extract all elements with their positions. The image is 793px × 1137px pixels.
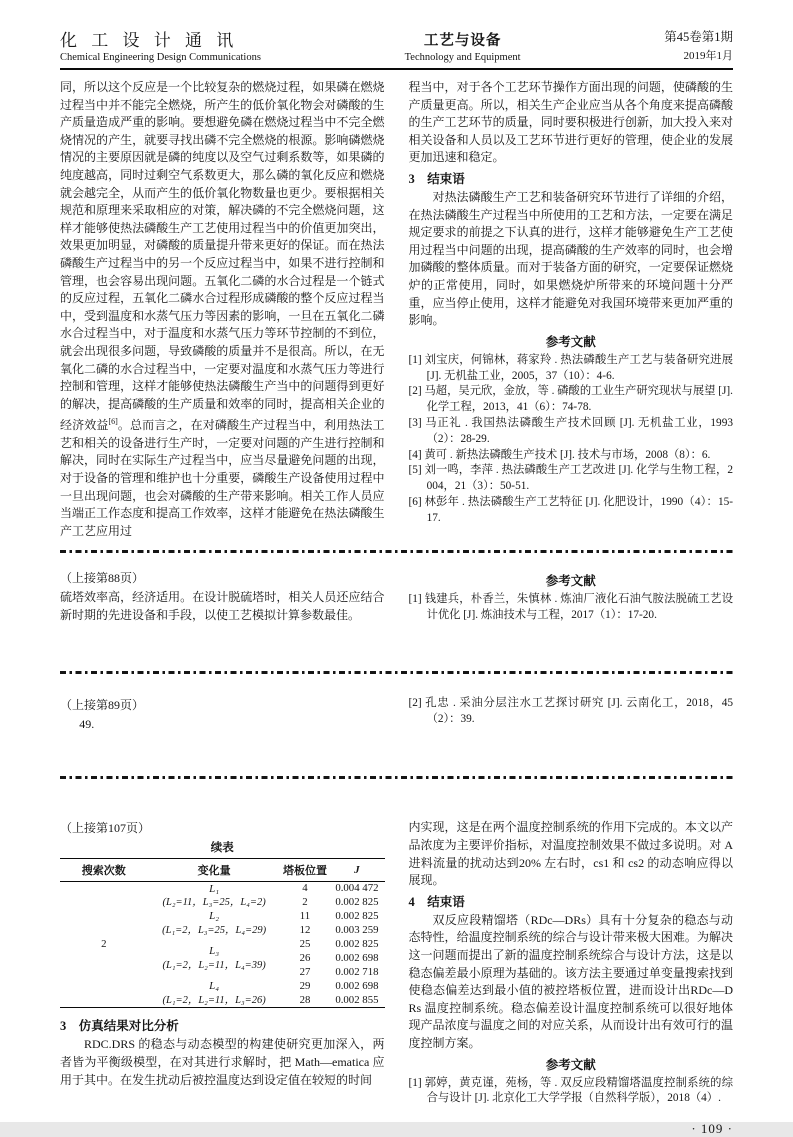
left-text-part-a: 同，所以这个反应是一个比较复杂的燃烧过程，如果磷在燃烧过程当中并不能完全燃烧，所产生的低价氧化物会对磷酸的生产质量造成严重的影响。要想避免磷在燃烧过程当中不完全燃烧情况的产生，就要寻找出磷不完全燃烧的根源。影响磷燃烧情况的主要原因就是磷的纯度以及空气过剩系数等，如果磷的纯度越高，同时过剩空气系数更大，那么磷的氧化反应和燃烧就会越完全，从而产生的低价氧化物数量也更少。要根据相关规范和原理来采取相应的对策，解决磷的不完全燃烧问题，这样才能够使热法磷酸生产工艺使用过程当中的价值更加突出，效果更加明显，对磷酸的质量提升带来更好的保证。而在热法磷酸生产过程当中的另一个反应过程当中，如果不进行控制和管理，也会容易出现问题。五氧化二磷的水合过程是一个链式的反应过程，五氧化二磷水合过程形成磷酸的整个反应过程当中，受到温度和水蒸气压力等因素的影响，一旦在五氧化二磷水合过程当中，对于温度和水蒸气压力等环节控制的不到位，就会出现很多问题，导致磷酸的质量并不是很高。所以，在无氧化二磷的水合过程当中，一定要对温度和水蒸气压力等进行控制和管理，这样才能够使热法磷酸生产当中的问题得到更好的解决，提高磷酸的生产质量和效率的同时，提高相关企业的经济效益: [60, 80, 385, 433]
references-title: 参考文献: [545, 574, 596, 589]
cell-j-value: 0.003 259: [335, 924, 379, 937]
variable-name: L₂: [209, 910, 220, 923]
cell-j-value: 0.002 698: [335, 952, 379, 965]
reference-item: [2] 马超，吴元欣，金放，等 . 磷酸的工业生产研究现状与展望 [J]. 化学工程，2013，41（6）：74-78.: [408, 385, 733, 414]
cell-variable-group: [148, 910, 281, 938]
dotted-separator: [60, 776, 733, 779]
section-heading-conclusion: 3 结束语: [408, 171, 465, 186]
reference-item: [2] 孔忠 . 采油分层注水工艺探讨研究 [J]. 云南化工，2018，45（2）：39.: [408, 697, 733, 726]
references-list: [409, 1076, 734, 1108]
references-title: 参考文献: [545, 334, 596, 349]
cell-tray-position: 29: [299, 980, 311, 993]
reference-item: [4] 黄可 . 新热法磷酸生产技术 [J]. 技术与市场，2008（8）：6.: [408, 448, 711, 461]
section-heading-conclusion: 4 结束语: [408, 894, 465, 909]
article-4-conclusion: 双反应段精馏塔（RDc—DRs）具有十分复杂的稳态与动态特性，给温度控制系统的综合与设计带来极大困难。为解决这一问题而提出了新的温度控制系统综合与设计方法，这是以稳态偏差最小原理为基础的。该方法主要通过单变量搜索找到使稳态偏差达到最小值的被控塔板位置，进而设计出RDc—DRs 温度控制系统。稳态偏差设计温度控制系统可以很好地体现产品浓度与温度之间的对应关系，从而设计出有效可行的温度控制方案。: [408, 912, 733, 1050]
citation-marker: [6]: [108, 417, 118, 427]
article-1-right-text: 程当中，对于各个工艺环节操作方面出现的问题，使磷酸的生产质量更高。所以，相关生产企业应当从各个角度来提高磷酸的生产工艺环节的质量，同时要积极进行创新，加大投入来对相关设备和人员以及工艺环节进行更好的管理，使企业的发展更加迅速和稳定。: [408, 80, 733, 165]
section-heading-simulation: 3 仿真结果对比分析: [60, 1019, 179, 1034]
journal-title-en: Chemical Engineering Design Communications: [60, 52, 261, 63]
cell-variable-group: [148, 938, 281, 980]
cell-tray-position: 4: [302, 882, 308, 895]
reference-item: [1] 刘宝庆，何锦林，蒋家羚 . 热法磷酸生产工艺与装备研究进展 [J]. 无机盐工业，2005，37（10）：4-6.: [408, 353, 733, 382]
cell-tray-position: 2: [302, 896, 308, 909]
cell-j-value: 0.002 825: [335, 910, 379, 923]
variable-condition: (L₁=2，L₂=11，L₃=26): [162, 994, 266, 1006]
references-title: 参考文献: [545, 1057, 596, 1072]
dotted-separator: [60, 671, 733, 674]
article-2: [60, 569, 733, 653]
cell-j-value: 0.002 825: [335, 896, 379, 909]
article-1-conclusion: 对热法磷酸生产工艺和装备研究环节进行了详细的介绍，在热法磷酸生产过程当中所使用的工艺和方法，一定要在满足规定要求的前提之下认真的进行，这样才能够避免生产工艺使用过程当中问题的出现，提高磷酸的生产效率的同时，也会增加磷酸的整体质量。而对于装备方面的研究，一定要保证燃烧炉的正常使用，同时，如果燃烧炉所带来的环境问题十分严重，应当停止使用，这样才能避免对我国环境带来更加严重的影响。: [408, 189, 733, 328]
article-1-left-column: [60, 79, 385, 540]
column-title-cn: 工艺与设备: [423, 33, 502, 49]
variable-condition: (L₁=2，L₂=11，L₄=39): [162, 959, 266, 971]
cell-tray-position: 27: [299, 966, 311, 979]
cell-j-value: 0.002 718: [335, 966, 379, 979]
left-text-part-b: 。总而言之，在对磷酸生产过程当中，利用热法工艺和相关的设备进行生产时，一定要对问题的产生进行控制和解决，同时在实际生产过程当中，应当尽量避免问题的出现，对于设备的管理和维护也十分重要，磷酸生产设备使用过程中一旦出现问题，也会对磷酸的生产带来影响。相关工作人员应当端正工作态度和提高工作效率，这样才能避免在热法磷酸生产工艺应用过: [60, 418, 385, 538]
article-4-right-text: 内实现，这是在两个温度控制系统的作用下完成的。本文以产品浓度为主要评价指标，对温度控制效果不做过多说明。对 A 进料流量的扰动达到20% 左右时，cs1 和 cs2 的动态响应得以展现。: [408, 820, 733, 888]
article-4: [60, 819, 733, 1137]
article-4-right-column: [409, 819, 734, 1137]
continued-from-note: （上接第89页）: [60, 698, 145, 713]
col-header-j: J: [329, 859, 384, 882]
journal-title-cn: 化 工 设 计 通 讯: [60, 31, 239, 50]
cell-tray-position: 25: [299, 938, 311, 951]
dotted-separator: [60, 550, 733, 553]
article-1-left-text: [60, 79, 385, 540]
article-3-left-column: [60, 696, 385, 760]
cell-variable-group: [148, 882, 281, 910]
article-3: [60, 696, 733, 760]
variable-name: L₃: [209, 945, 220, 958]
cell-tray-position: 26: [299, 952, 311, 965]
table-caption: 续表: [210, 842, 234, 855]
journal-title-block: [60, 26, 261, 63]
article-4-left-column: [60, 819, 385, 1137]
issue-block: [664, 27, 733, 63]
cell-tray-position: 12: [299, 924, 311, 937]
references-list: [409, 696, 734, 728]
article-2-left-column: [60, 569, 385, 653]
variable-name: L₁: [209, 882, 220, 895]
volume-issue: 第45卷第1期: [664, 30, 733, 44]
variable-condition: (L₁=2，L₃=25，L₄=29): [162, 924, 267, 936]
article-1: [60, 79, 733, 540]
cell-tray-position: 28: [299, 993, 311, 1006]
article-3-left-text: 49.: [79, 717, 95, 732]
references-list: [409, 592, 734, 624]
article-3-right-column: [409, 696, 734, 760]
cell-j-value: 0.002 825: [335, 938, 379, 951]
cell-j-value: 0.004 472: [335, 882, 379, 895]
col-header-variable: 变化量: [148, 859, 281, 882]
cell-tray-position: 11: [299, 910, 311, 923]
col-header-search-count: 搜索次数: [60, 859, 148, 882]
continued-table: [60, 858, 385, 1008]
variable-name: L₄: [209, 980, 220, 993]
page-header: [60, 26, 733, 70]
article-4-left-text: RDC.DRS 的稳态与动态模型的构建使研究更加深入，两者皆为平衡级模型，在对其进行求解时，把 Math—ematica 应用于其中。在发生扰动后被控温度达到设定值在较短的时间: [60, 1037, 385, 1087]
cell-j-value: 0.002 698: [335, 980, 379, 993]
reference-item: [3] 马正礼 . 我国热法磷酸生产技术回顾 [J]. 无机盐工业，1993（2）：28-29.: [408, 416, 733, 445]
col-header-tray-position: 塔板位置: [281, 859, 330, 882]
continued-from-note: （上接第88页）: [60, 571, 145, 586]
table-row: [60, 882, 385, 896]
article-2-left-text: 硫塔效率高，经济适用。在设计脱硫塔时，相关人员还应结合新时期的先进设备和手段，以使工艺模拟计算参数最佳。: [60, 590, 385, 623]
reference-item: [1] 郭婷，黄克谨，苑杨，等 . 双反应段精馏塔温度控制系统的综合与设计 [J]. 北京化工大学学报（自然科学版），2018（4）.: [408, 1076, 733, 1105]
article-1-right-column: [409, 79, 734, 540]
cell-j-value: 0.002 855: [335, 993, 379, 1006]
cell-search-count: 2: [101, 938, 107, 951]
reference-item: [5] 刘一鸣，李萍 . 热法磷酸生产工艺改进 [J]. 化学与生物工程，2004，21（3）：50-51.: [408, 464, 733, 493]
reference-item: [1] 钱建兵，朴香兰，朱慎林 . 炼油厂液化石油气胺法脱硫工艺设计优化 [J]. 炼油技术与工程，2017（1）：17-20.: [408, 593, 733, 622]
cell-variable-group: [148, 980, 281, 1008]
page-number: · 109 ·: [691, 1121, 733, 1137]
column-title-block: [405, 29, 521, 63]
continued-from-note: （上接第107页）: [60, 821, 151, 836]
variable-condition: (L₂=11，L₃=25，L₄=2): [162, 897, 266, 909]
article-2-right-column: [409, 569, 734, 653]
reference-item: [6] 林彭年 . 热法磷酸生产工艺特征 [J]. 化肥设计，1990（4）：15-17.: [408, 495, 733, 524]
column-title-en: Technology and Equipment: [404, 52, 521, 63]
references-list: [409, 353, 734, 527]
table-header-row: [60, 859, 385, 882]
issue-date: 2019年1月: [683, 50, 733, 62]
